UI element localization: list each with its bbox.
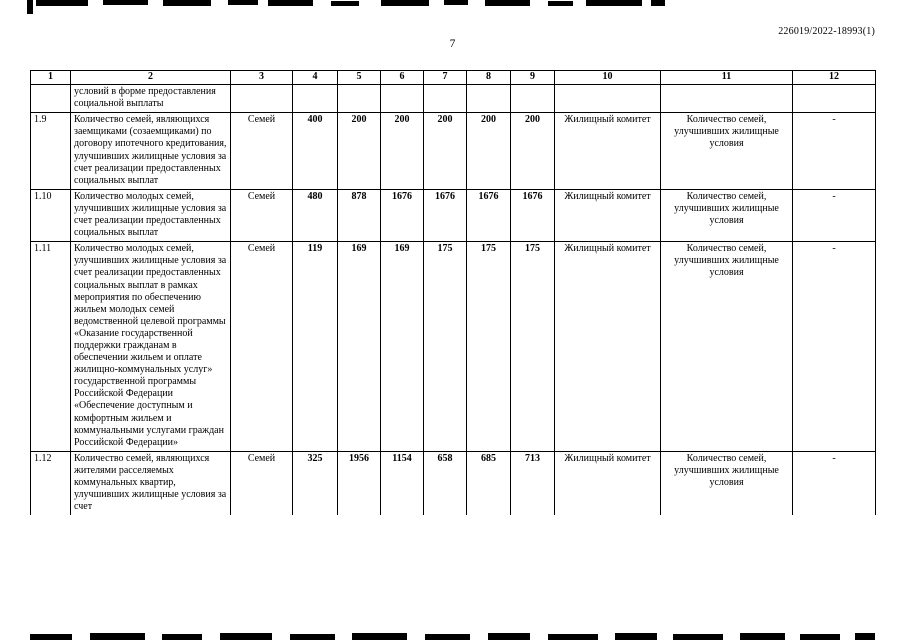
scan-artifact — [103, 0, 148, 5]
scan-artifact — [30, 634, 72, 640]
column-header: 3 — [231, 71, 293, 85]
value-cell: 1154 — [381, 451, 424, 515]
row-number-cell: 1.10 — [31, 189, 71, 241]
value-cell: 175 — [467, 242, 511, 452]
table-row — [31, 113, 876, 190]
value-cell: 878 — [338, 189, 381, 241]
table-row — [31, 451, 876, 515]
column-header: 7 — [424, 71, 467, 85]
value-cell: 200 — [424, 113, 467, 190]
scan-artifact — [673, 634, 723, 640]
value-cell: 169 — [338, 242, 381, 452]
target-indicator-cell: Количество семей, улучшивших жилищные условия — [661, 242, 793, 452]
scan-artifact — [548, 1, 573, 6]
value-cell: 1676 — [424, 189, 467, 241]
value-cell: 200 — [381, 113, 424, 190]
scan-artifact — [162, 634, 202, 640]
scan-artifact — [855, 633, 875, 640]
target-indicator-cell: Количество семей, улучшивших жилищные условия — [661, 113, 793, 190]
scan-artifact — [548, 634, 598, 640]
value-cell: 1676 — [467, 189, 511, 241]
column-header: 10 — [555, 71, 661, 85]
table-row — [31, 242, 876, 452]
note-cell: - — [793, 451, 876, 515]
table-header-row — [31, 71, 876, 85]
scan-artifact — [36, 0, 88, 6]
note-cell: - — [793, 189, 876, 241]
scan-artifact — [90, 633, 145, 640]
column-header: 5 — [338, 71, 381, 85]
value-cell — [338, 85, 381, 113]
value-cell — [467, 85, 511, 113]
indicator-name-cell: Количество семей, являющихся заемщиками (созаемщиками) по договору ипотечного кредитования, улучшивших жилищные условия за счет реализации предоставленных социальных выплат — [71, 113, 231, 190]
note-cell: - — [793, 113, 876, 190]
scan-artifact — [800, 634, 840, 640]
target-indicator-cell: Количество семей, улучшивших жилищные условия — [661, 189, 793, 241]
scan-artifact — [268, 0, 313, 6]
target-indicator-cell: Количество семей, улучшивших жилищные условия — [661, 451, 793, 515]
column-header: 12 — [793, 71, 876, 85]
scan-artifact — [615, 633, 657, 640]
value-cell — [293, 85, 338, 113]
row-number-cell — [31, 85, 71, 113]
table-row — [31, 189, 876, 241]
column-header: 9 — [511, 71, 555, 85]
scan-artifact — [290, 634, 335, 640]
value-cell: 169 — [381, 242, 424, 452]
page-number: 7 — [449, 38, 456, 50]
value-cell — [381, 85, 424, 113]
indicator-name-cell: Количество молодых семей, улучшивших жилищные условия за счет реализации предоставленных социальных выплат в рамках мероприятия по обеспечению жильем молодых семей ведомственной целевой программы «Оказание государственной поддержки гражданам в обеспечении жильем и оплате жилищно-коммунальных услуг» государственной программы Российской Федерации «Обеспечение доступным и комфортным жильем и коммунальными услугами граждан Российской Федерации» — [71, 242, 231, 452]
row-number-cell: 1.9 — [31, 113, 71, 190]
value-cell — [511, 85, 555, 113]
value-cell: 200 — [338, 113, 381, 190]
indicator-name-cell: условий в форме предоставления социальной выплаты — [71, 85, 231, 113]
value-cell: 175 — [511, 242, 555, 452]
committee-cell: Жилищный комитет — [555, 189, 661, 241]
column-header: 6 — [381, 71, 424, 85]
scan-artifact — [651, 0, 665, 6]
scan-artifact — [352, 633, 407, 640]
value-cell: 1676 — [381, 189, 424, 241]
scan-artifact — [586, 0, 642, 6]
unit-cell: Семей — [231, 189, 293, 241]
scan-artifact — [27, 0, 33, 14]
target-indicator-cell — [661, 85, 793, 113]
unit-cell — [231, 85, 293, 113]
committee-cell: Жилищный комитет — [555, 242, 661, 452]
scan-artifact — [485, 0, 530, 6]
scan-artifact — [228, 0, 258, 5]
note-cell — [793, 85, 876, 113]
value-cell: 175 — [424, 242, 467, 452]
table-row — [31, 85, 876, 113]
indicator-name-cell: Количество молодых семей, улучшивших жилищные условия за счет реализации предоставленных социальных выплат — [71, 189, 231, 241]
row-number-cell: 1.12 — [31, 451, 71, 515]
scan-artifact — [425, 634, 470, 640]
value-cell: 685 — [467, 451, 511, 515]
indicator-name-cell: Количество семей, являющихся жителями расселяемых коммунальных квартир, улучшивших жилищные условия за счет — [71, 451, 231, 515]
unit-cell: Семей — [231, 113, 293, 190]
note-cell: - — [793, 242, 876, 452]
scan-artifact — [444, 0, 468, 5]
value-cell — [424, 85, 467, 113]
value-cell: 1676 — [511, 189, 555, 241]
column-header: 1 — [31, 71, 71, 85]
scan-artifact — [220, 633, 272, 640]
value-cell: 200 — [467, 113, 511, 190]
value-cell: 1956 — [338, 451, 381, 515]
committee-cell — [555, 85, 661, 113]
value-cell: 658 — [424, 451, 467, 515]
scan-artifact — [163, 0, 211, 6]
unit-cell: Семей — [231, 242, 293, 452]
indicators-table — [30, 70, 876, 515]
value-cell: 200 — [511, 113, 555, 190]
scan-artifact — [740, 633, 785, 640]
scan-artifact — [331, 1, 359, 6]
value-cell: 325 — [293, 451, 338, 515]
column-header: 11 — [661, 71, 793, 85]
committee-cell: Жилищный комитет — [555, 451, 661, 515]
scan-artifact — [381, 0, 429, 6]
value-cell: 119 — [293, 242, 338, 452]
column-header: 8 — [467, 71, 511, 85]
value-cell: 400 — [293, 113, 338, 190]
value-cell: 713 — [511, 451, 555, 515]
row-number-cell: 1.11 — [31, 242, 71, 452]
committee-cell: Жилищный комитет — [555, 113, 661, 190]
column-header: 4 — [293, 71, 338, 85]
scan-artifact — [488, 633, 530, 640]
unit-cell: Семей — [231, 451, 293, 515]
value-cell: 480 — [293, 189, 338, 241]
column-header: 2 — [71, 71, 231, 85]
document-reference: 226019/2022-18993(1) — [778, 26, 875, 37]
